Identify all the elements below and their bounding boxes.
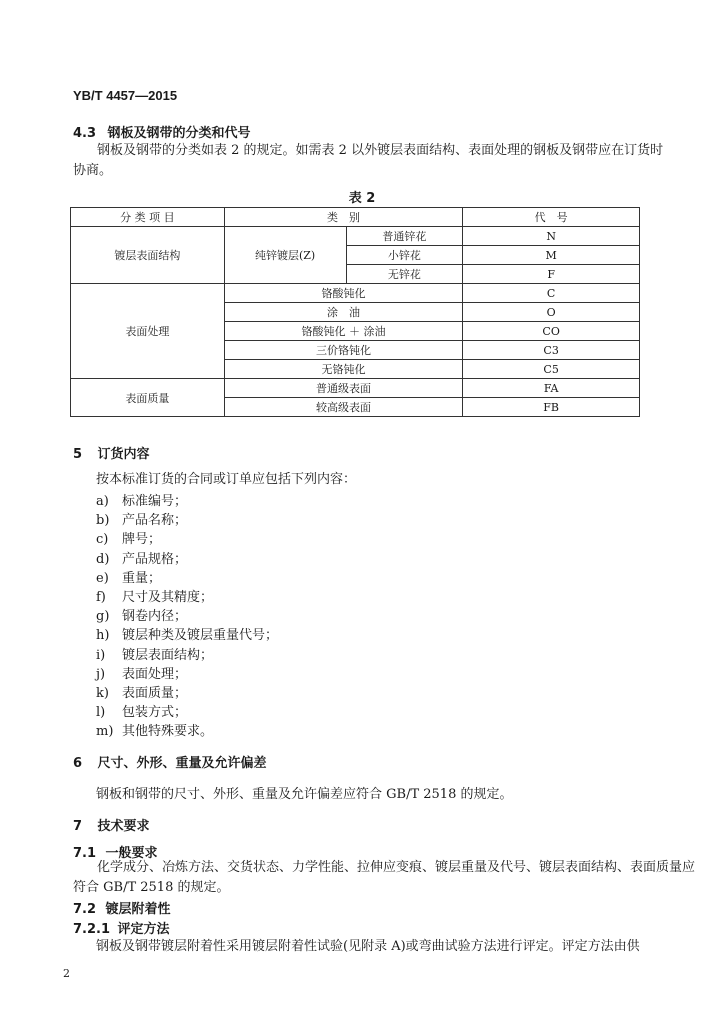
section-5-intro: 按本标准订货的合同或订单应包括下列内容： [96, 472, 357, 487]
code-cell: FB [463, 398, 640, 417]
section-6-heading [73, 752, 267, 771]
category-cell: 普通锌花 [346, 227, 463, 246]
list-item-text: 镀层表面结构； [122, 647, 214, 663]
category-cell: 小锌花 [346, 246, 463, 265]
category-cell: 较高级表面 [224, 398, 463, 417]
header-cell: 代 号 [463, 208, 640, 227]
list-item [96, 663, 187, 682]
code-cell: FA [463, 379, 640, 398]
group-label: 表面处理 [71, 284, 225, 379]
section-number: 4.3 [73, 126, 97, 141]
section-number: 7.2.1 [73, 922, 111, 937]
code-cell: C3 [463, 341, 640, 360]
header-cell: 类 别 [224, 208, 463, 227]
list-item-text: 尺寸及其精度； [122, 590, 214, 605]
table-row [71, 284, 640, 303]
section-number: 7.2 [73, 902, 97, 917]
category-cell: 涂 油 [224, 303, 463, 322]
code-cell: N [463, 227, 640, 246]
list-item-marker: a) [96, 494, 109, 509]
code-cell: C [463, 284, 640, 303]
section-number: 6 [73, 756, 83, 771]
category-cell: 铬酸钝化 ＋ 涂油 [224, 322, 463, 341]
category-cell: 无铬钝化 [224, 360, 463, 379]
section-title: 钢板及钢带的分类和代号 [107, 126, 251, 141]
section-7-heading [73, 815, 150, 834]
section-4-3-paragraph [73, 141, 664, 181]
list-item-marker: m) [96, 724, 114, 740]
section-number: 7.1 [73, 846, 97, 861]
page-number: 2 [63, 967, 70, 980]
section-title: 评定方法 [117, 922, 170, 937]
list-item-text: 牌号； [122, 532, 162, 548]
section-number: 5 [73, 447, 83, 462]
list-item-text: 表面处理； [122, 666, 188, 682]
list-item-text: 标准编号； [122, 494, 188, 509]
list-item [96, 624, 278, 643]
list-item [96, 682, 187, 701]
list-item [96, 605, 187, 624]
list-item-text: 产品名称； [122, 513, 188, 529]
paragraph-line: 钢板及钢带的分类如表 2 的规定。如需表 2 以外镀层表面结构、表面处理的钢板及钢带应在订货时 [97, 143, 664, 158]
list-item-marker: e) [96, 570, 109, 586]
list-item-text: 钢卷内径； [122, 609, 188, 625]
list-item [96, 490, 187, 509]
list-item-marker: j) [96, 666, 106, 682]
list-item [96, 586, 213, 605]
group-label: 镀层表面结构 [71, 227, 225, 284]
list-item [96, 509, 187, 528]
table-header-row [71, 208, 640, 227]
category-cell: 无锌花 [346, 265, 463, 284]
section-7-1-paragraph [73, 858, 696, 898]
classification-table [70, 207, 640, 417]
section-title: 一般要求 [105, 846, 158, 861]
header-cell: 分 类 项 目 [71, 208, 225, 227]
section-number: 7 [73, 819, 83, 834]
section-4-3-heading [73, 122, 251, 141]
section-title: 订货内容 [97, 447, 150, 462]
group-label: 表面质量 [71, 379, 225, 417]
paragraph-line: 化学成分、冶炼方法、交货状态、力学性能、拉伸应变痕、镀层重量及代号、镀层表面结构、表面质量应 [97, 860, 696, 875]
section-7-2-heading [73, 898, 171, 917]
table-row [71, 227, 640, 246]
section-title: 技术要求 [97, 819, 150, 834]
code-cell: M [463, 246, 640, 265]
section-7-2-1-paragraph: 钢板及钢带镀层附着性采用镀层附着性试验(见附录 A)或弯曲试验方法进行评定。评定方法由供 [96, 939, 640, 954]
standard-code: YB/T 4457—2015 [73, 88, 178, 103]
list-item-marker: l) [96, 705, 106, 721]
code-cell: O [463, 303, 640, 322]
list-item-marker: k) [96, 686, 109, 701]
paragraph-line: 协商。 [73, 163, 113, 178]
list-item-text: 产品规格； [122, 551, 188, 567]
paragraph-line: 符合 GB/T 2518 的规定。 [73, 880, 230, 895]
list-item-marker: f) [96, 590, 106, 605]
table-row [71, 379, 640, 398]
list-item-marker: c) [96, 532, 109, 548]
list-item-marker: b) [96, 513, 110, 529]
subgroup-label: 纯锌镀层(Z) [224, 227, 346, 284]
list-item [96, 644, 213, 663]
section-title: 尺寸、外形、重量及允许偏差 [97, 756, 267, 771]
list-item-marker: d) [96, 551, 110, 567]
list-item-marker: i) [96, 647, 106, 663]
list-item-marker: h) [96, 628, 110, 644]
section-6-paragraph: 钢板和钢带的尺寸、外形、重量及允许偏差应符合 GB/T 2518 的规定。 [96, 787, 513, 802]
list-item [96, 567, 161, 586]
section-title: 镀层附着性 [105, 902, 171, 917]
list-item-text: 重量； [122, 570, 162, 586]
list-item-text: 镀层种类及镀层重量代号； [122, 628, 279, 644]
category-cell: 三价铬钝化 [224, 341, 463, 360]
list-item [96, 548, 187, 567]
list-item [96, 701, 187, 720]
list-item [96, 720, 213, 739]
list-item-marker: g) [96, 609, 110, 625]
list-item-text: 其他特殊要求。 [122, 724, 214, 740]
section-7-2-1-heading [73, 918, 170, 937]
section-5-heading [73, 443, 150, 462]
code-cell: CO [463, 322, 640, 341]
list-item [96, 528, 161, 547]
list-item-text: 表面质量； [122, 686, 188, 701]
category-cell: 普通级表面 [224, 379, 463, 398]
list-item-text: 包装方式； [122, 705, 188, 721]
code-cell: C5 [463, 360, 640, 379]
table-caption: 表 2 [348, 191, 376, 206]
category-cell: 铬酸钝化 [224, 284, 463, 303]
code-cell: F [463, 265, 640, 284]
